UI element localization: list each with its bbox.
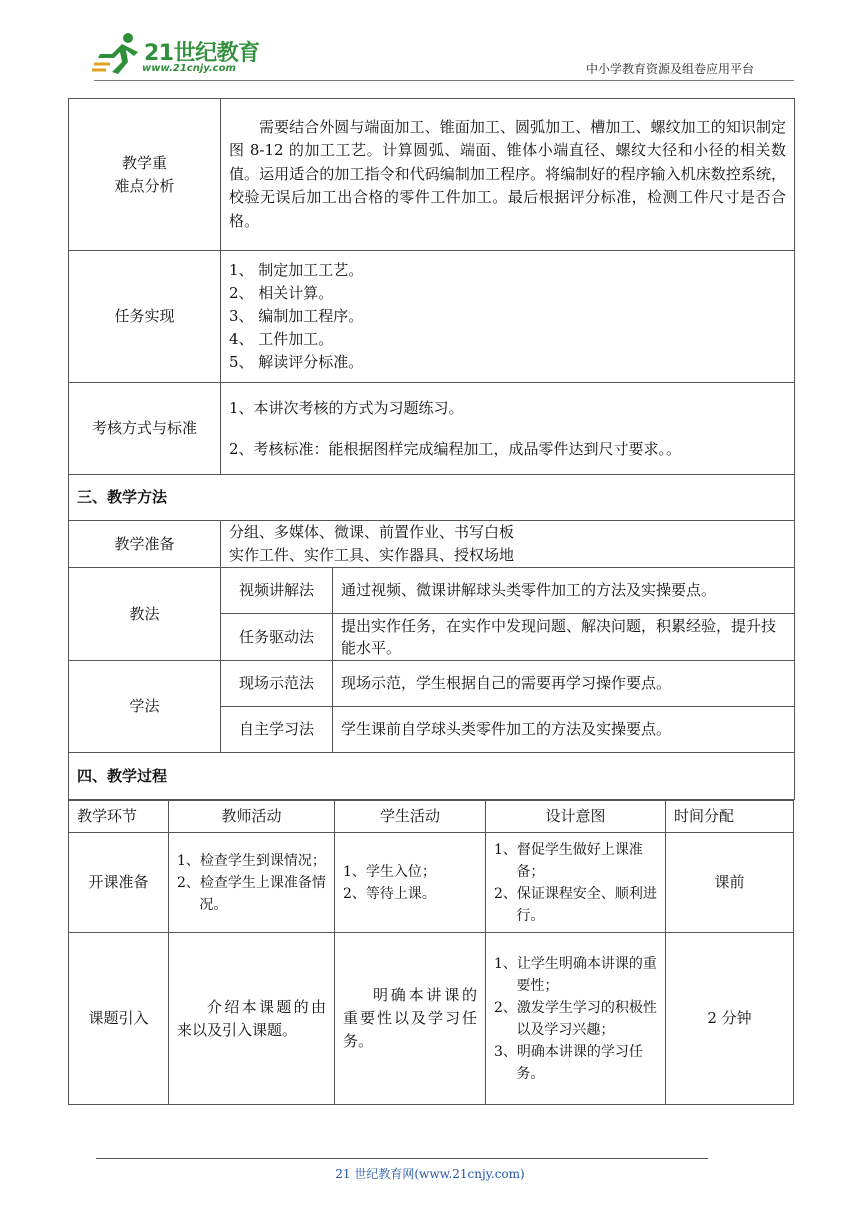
time-2: 2 分钟 [666,933,794,1105]
stage-1: 开课准备 [69,833,169,933]
learning-method-desc-1: 现场示范，学生根据自己的需要再学习操作要点。 [333,661,795,707]
student-activity-1-item-1: 1、学生入位； [343,863,436,880]
task-row [69,251,795,383]
header-student: 学生活动 [335,801,486,833]
difficulty-label-line2: 难点分析 [114,176,175,195]
design-intent-1 [486,833,666,933]
process-row-1 [69,833,794,933]
header-stage: 教学环节 [69,801,169,833]
design-intent-2 [486,933,666,1105]
section-4-heading: 四、教学过程 [69,753,795,800]
teaching-process-table [68,800,794,1105]
teaching-method-name-1: 视频讲解法 [221,568,333,614]
task-label: 任务实现 [69,251,221,383]
design-intent-1-item-2: 2、保证课程安全、顺利进行。 [494,885,657,924]
design-intent-1-item-1: 1、督促学生做好上课准备； [494,841,643,880]
header-divider [94,80,794,81]
preparation-label: 教学准备 [69,521,221,568]
header-time: 时间分配 [666,801,794,833]
footer-divider [96,1158,708,1159]
learning-method-name-2: 自主学习法 [221,707,333,753]
learning-method-row-1 [69,661,795,707]
task-item-5: 5、 解读评分标准。 [229,353,364,371]
section-3-heading: 三、教学方法 [69,475,795,521]
difficulty-label [69,99,221,251]
header-intent: 设计意图 [486,801,666,833]
footer-text: 21 世纪教育网(www.21cnjy.com) [335,1167,525,1181]
difficulty-text: 需要结合外圆与端面加工、锥面加工、圆弧加工、槽加工、螺纹加工的知识制定图 8-12 的加工工艺。计算圆弧、端面、锥体小端直径、螺纹大径和小径的相关数值。运用适合的加工指令和代码编制加工程序。将编制好的程序输入机床数控系统，校验无误后加工出合格的零件工件加工。最后根据评分标准，检测工件尺寸是否合格。 [221,99,795,251]
teaching-method-label: 教法 [69,568,221,661]
section-4-row [69,753,795,800]
teaching-method-row-1 [69,568,795,614]
section-3-row [69,475,795,521]
header-teacher: 教师活动 [169,801,335,833]
task-list [221,251,795,383]
teaching-method-desc-2: 提出实作任务，在实作中发现问题、解决问题，积累经验，提升技能水平。 [333,614,795,661]
student-activity-2: 明确本讲课的重要性以及学习任务。 [335,933,486,1105]
preparation-row [69,521,795,568]
task-item-3: 3、 编制加工程序。 [229,307,364,325]
preparation-line-2: 实作工件、实作工具、实作器具、授权场地 [229,546,515,564]
teaching-method-desc-1: 通过视频、微课讲解球头类零件加工的方法及实操要点。 [333,568,795,614]
teacher-activity-1-item-2: 2、检查学生上课准备情况。 [177,874,326,913]
stage-2: 课题引入 [69,933,169,1105]
teaching-method-name-2: 任务驱动法 [221,614,333,661]
task-item-4: 4、 工件加工。 [229,330,334,348]
time-1: 课前 [666,833,794,933]
student-activity-1 [335,833,486,933]
difficulty-row [69,99,795,251]
teacher-activity-1 [169,833,335,933]
preparation-text [221,521,795,568]
design-intent-2-item-3: 3、明确本讲课的学习任务。 [494,1043,643,1082]
assessment-row [69,383,795,475]
logo-url: www.21cnjy.com [142,63,236,74]
process-header-row [69,801,794,833]
assessment-line-2: 2、考核标准：能根据图样完成编程加工，成品零件达到尺寸要求。。 [229,439,682,458]
runner-logo-icon [92,30,142,76]
assessment-text [221,383,795,475]
logo [92,30,272,80]
teacher-activity-2: 介绍本课题的由来以及引入课题。 [169,933,335,1105]
process-row-2 [69,933,794,1105]
learning-method-label: 学法 [69,661,221,753]
difficulty-label-line1: 教学重 [121,153,167,172]
page-header [0,0,860,90]
learning-method-name-1: 现场示范法 [221,661,333,707]
design-intent-2-item-2: 2、激发学生学习的积极性以及学习兴趣； [494,999,657,1038]
assessment-label: 考核方式与标准 [69,383,221,475]
teacher-activity-1-item-1: 1、检查学生到课情况； [177,852,326,869]
task-item-1: 1、 制定加工工艺。 [229,261,364,279]
design-intent-2-item-1: 1、让学生明确本讲课的重要性； [494,955,657,994]
student-activity-1-item-2: 2、等待上课。 [343,885,436,902]
logo-text: 21世纪教育 [144,41,260,66]
assessment-line-1: 1、本讲次考核的方式为习题练习。 [229,398,464,417]
platform-title: 中小学教育资源及组卷应用平台 [585,62,754,76]
teaching-plan-table [68,98,795,800]
preparation-line-1: 分组、多媒体、微课、前置作业、书写白板 [229,523,515,541]
learning-method-desc-2: 学生课前自学球头类零件加工的方法及实操要点。 [333,707,795,753]
task-item-2: 2、 相关计算。 [229,284,334,302]
